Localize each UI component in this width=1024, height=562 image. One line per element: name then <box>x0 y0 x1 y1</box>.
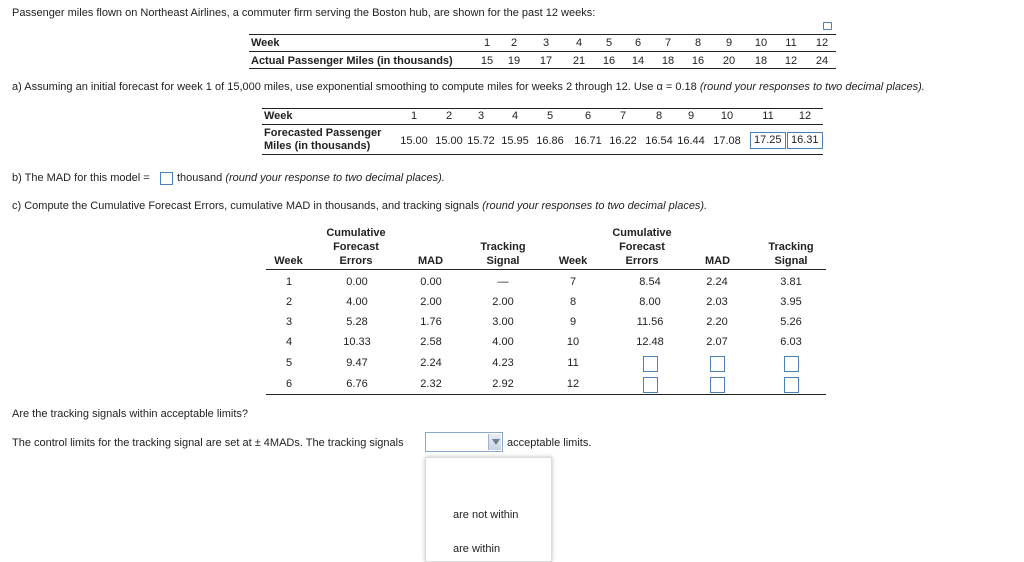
row-tracking-signal: — <box>497 276 509 288</box>
row-cfe: 10.33 <box>343 336 371 348</box>
cfe-input[interactable] <box>643 356 658 372</box>
week-number: 6 <box>634 37 642 49</box>
actual-miles-value: 19 <box>507 55 521 67</box>
forecast-week-number: 12 <box>798 110 812 122</box>
control-suffix: acceptable limits. <box>507 437 592 449</box>
mad-input[interactable] <box>160 172 173 185</box>
part-a-hint: (round your responses to two decimal places). <box>699 81 925 93</box>
miles-row-label: Actual Passenger Miles (in thousands) <box>251 55 453 67</box>
week-number: 10 <box>754 37 768 49</box>
forecast-week-number: 7 <box>619 110 627 122</box>
row-mad: 2.20 <box>706 316 728 328</box>
hdr-ts-left <box>472 240 534 268</box>
forecast-week-number: 1 <box>410 110 418 122</box>
tracking-signal-input[interactable] <box>784 377 799 393</box>
week-number: 5 <box>605 37 613 49</box>
row-cfe: 9.47 <box>346 357 368 369</box>
forecast-answer-input[interactable]: 16.31 <box>787 132 823 149</box>
row-mad: 1.76 <box>420 316 442 328</box>
intro-text: Passenger miles flown on Northeast Airlines, a commuter firm serving the Boston hub, are shown for the past 12 weeks: <box>12 7 596 19</box>
row-week: 8 <box>569 296 577 308</box>
forecast-week-number: 6 <box>584 110 592 122</box>
hdr-ts-right-l2: Signal <box>774 255 808 267</box>
row-mad: 2.24 <box>420 357 442 369</box>
row-mad: 2.24 <box>706 276 728 288</box>
forecast-label-line1: Forecasted Passenger <box>264 127 382 139</box>
forecast-value: 16.44 <box>677 135 705 147</box>
forecast-value: 15.00 <box>400 135 428 147</box>
mad-row-input[interactable] <box>710 377 725 393</box>
row-tracking-signal: 3.95 <box>780 296 802 308</box>
row-week: 1 <box>285 276 293 288</box>
control-prefix: The control limits for the tracking signal are set at ± 4MADs. The tracking signals <box>12 437 404 449</box>
week-number: 11 <box>785 37 797 49</box>
row-tracking-signal: 2.00 <box>492 296 514 308</box>
forecast-value: 16.71 <box>574 135 602 147</box>
part-c-text <box>12 200 707 212</box>
row-week: 9 <box>569 316 577 328</box>
hdr-cfe-right-l2: Forecast <box>619 241 665 253</box>
hdr-ts-right-l1: Tracking <box>768 241 814 253</box>
row-week: 6 <box>285 378 293 390</box>
actual-miles-value: 18 <box>661 55 675 67</box>
week-number: 1 <box>483 37 491 49</box>
option-not-within[interactable]: are not within <box>453 509 519 521</box>
part-a-text <box>12 81 925 93</box>
actual-miles-value: 18 <box>754 55 768 67</box>
hdr-ts-left-l2: Signal <box>486 255 520 267</box>
row-tracking-signal: 4.00 <box>492 336 514 348</box>
chevron-down-icon[interactable] <box>488 434 501 450</box>
row-mad: 2.03 <box>706 296 728 308</box>
hdr-ts-left-l1: Tracking <box>480 241 526 253</box>
part-b-suffix-group <box>177 172 445 184</box>
row-week: 5 <box>285 357 293 369</box>
part-c-prefix: c) Compute the Cumulative Forecast Errors, cumulative MAD in thousands, and tracking signals <box>12 200 480 212</box>
forecast-value: 17.08 <box>713 135 741 147</box>
forecast-week-number: 11 <box>762 110 774 122</box>
row-tracking-signal: 5.26 <box>780 316 802 328</box>
row-cfe: 5.28 <box>346 316 368 328</box>
row-week: 11 <box>567 357 579 369</box>
row-cfe: 11.56 <box>636 316 664 328</box>
forecast-value: 16.54 <box>645 135 673 147</box>
part-b-hint: (round your response to two decimal places). <box>225 172 445 184</box>
row-cfe: 12.48 <box>636 336 664 348</box>
row-tracking-signal: 4.23 <box>492 357 514 369</box>
row-cfe: 0.00 <box>346 276 368 288</box>
actual-miles-value: 12 <box>784 55 798 67</box>
part-b-suffix: thousand <box>177 172 223 184</box>
row-tracking-signal: 3.00 <box>492 316 514 328</box>
row-week: 2 <box>285 296 293 308</box>
week-number: 4 <box>575 37 583 49</box>
question-text: Are the tracking signals within acceptable limits? <box>12 408 249 420</box>
row-cfe: 8.54 <box>639 276 661 288</box>
row-mad: 0.00 <box>420 276 442 288</box>
forecast-label-line2: Miles (in thousands) <box>264 140 371 152</box>
hdr-cfe-left-l2: Forecast <box>333 241 379 253</box>
week-number: 12 <box>815 37 829 49</box>
forecast-row-label <box>264 127 381 153</box>
dropdown-menu <box>425 457 552 562</box>
actual-miles-value: 17 <box>539 55 553 67</box>
row-cfe: 4.00 <box>346 296 368 308</box>
forecast-value: 15.72 <box>467 135 495 147</box>
week-row-label: Week <box>251 37 280 49</box>
forecast-week-number: 4 <box>511 110 519 122</box>
row-cfe: 8.00 <box>639 296 661 308</box>
row-tracking-signal: 2.92 <box>492 378 514 390</box>
forecast-value: 15.00 <box>435 135 463 147</box>
hdr-mad-right: MAD <box>704 255 731 267</box>
cfe-input[interactable] <box>643 377 658 393</box>
row-mad: 2.00 <box>420 296 442 308</box>
hdr-ts-right <box>758 240 824 268</box>
actual-miles-value: 16 <box>691 55 705 67</box>
forecast-week-number: 10 <box>720 110 734 122</box>
part-b-text <box>12 172 150 184</box>
part-b-prefix: b) The MAD for this model = <box>12 172 150 184</box>
forecast-week-number: 5 <box>546 110 554 122</box>
hdr-cfe-left <box>318 226 394 268</box>
actual-miles-value: 24 <box>815 55 829 67</box>
row-cfe: 6.76 <box>346 378 368 390</box>
row-mad: 2.58 <box>420 336 442 348</box>
forecast-week-number: 8 <box>655 110 663 122</box>
hdr-week-right: Week <box>558 255 588 267</box>
tracking-signal-dropdown[interactable] <box>425 432 503 452</box>
option-within[interactable]: are within <box>453 543 501 555</box>
actual-miles-value: 21 <box>572 55 586 67</box>
forecast-answer-input[interactable]: 17.25 <box>750 132 786 149</box>
row-mad: 2.07 <box>706 336 728 348</box>
mad-row-input[interactable] <box>710 356 725 372</box>
row-week: 7 <box>569 276 577 288</box>
hdr-cfe-left-l3: Errors <box>339 255 373 267</box>
forecast-week-number: 2 <box>445 110 453 122</box>
week-number: 8 <box>694 37 702 49</box>
row-week: 10 <box>566 336 580 348</box>
tracking-signal-input[interactable] <box>784 356 799 372</box>
forecast-week-label: Week <box>264 110 293 122</box>
row-week: 4 <box>285 336 293 348</box>
row-week: 12 <box>566 378 580 390</box>
row-tracking-signal: 3.81 <box>780 276 802 288</box>
forecast-value: 15.95 <box>501 135 529 147</box>
hdr-week-left: Week <box>274 255 303 267</box>
hdr-cfe-right-l3: Errors <box>625 255 659 267</box>
week-number: 9 <box>725 37 733 49</box>
print-icon[interactable] <box>823 22 832 30</box>
week-number: 2 <box>510 37 518 49</box>
forecast-week-number: 3 <box>477 110 485 122</box>
row-tracking-signal: 6.03 <box>780 336 802 348</box>
part-c-hint: (round your responses to two decimal places). <box>482 200 708 212</box>
part-a-prefix: a) Assuming an initial forecast for week 1 of 15,000 miles, use exponential smoothing to compute miles for weeks 2 through 12. Use α = 0.18 <box>12 81 697 93</box>
hdr-cfe-right <box>602 226 682 268</box>
forecast-week-number: 9 <box>687 110 695 122</box>
hdr-cfe-right-l1: Cumulative <box>612 227 672 239</box>
actual-miles-value: 20 <box>722 55 736 67</box>
week-number: 7 <box>664 37 672 49</box>
hdr-cfe-left-l1: Cumulative <box>326 227 386 239</box>
forecast-value: 16.22 <box>609 135 637 147</box>
actual-miles-value: 14 <box>631 55 645 67</box>
hdr-mad-left: MAD <box>417 255 444 267</box>
actual-miles-value: 15 <box>480 55 494 67</box>
row-week: 3 <box>285 316 293 328</box>
row-mad: 2.32 <box>420 378 442 390</box>
actual-miles-value: 16 <box>602 55 616 67</box>
week-number: 3 <box>542 37 550 49</box>
forecast-value: 16.86 <box>536 135 564 147</box>
